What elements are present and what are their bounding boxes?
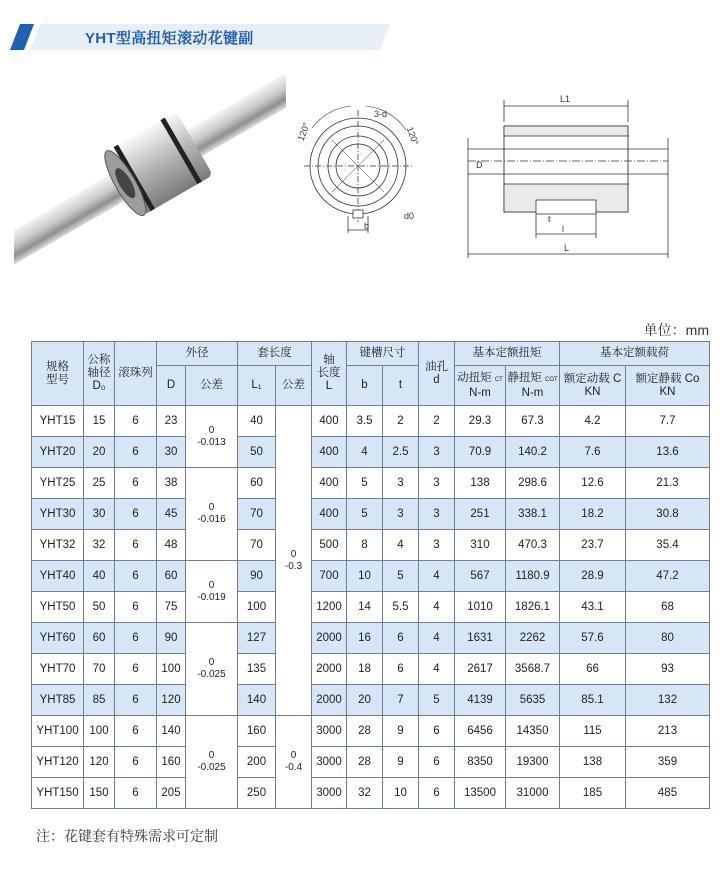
cell-cot: 14350 bbox=[506, 716, 560, 747]
cell-c: 23.7 bbox=[560, 530, 626, 561]
cell-co: 213 bbox=[626, 716, 710, 747]
cell-c: 4.2 bbox=[560, 406, 626, 437]
cell-ct: 4139 bbox=[455, 685, 506, 716]
header-D-tol: 公差 bbox=[186, 366, 238, 406]
header-stat-load: 额定静载 Co KN bbox=[626, 366, 710, 406]
cell-model: YHT85 bbox=[32, 685, 84, 716]
label-l: l bbox=[562, 224, 564, 234]
cell-t: 6 bbox=[383, 623, 419, 654]
header-L1-tol: 公差 bbox=[276, 366, 312, 406]
cell-t: 9 bbox=[383, 747, 419, 778]
cell-d0: 15 bbox=[84, 406, 115, 437]
cell-d: 3 bbox=[419, 499, 455, 530]
cell-co: 132 bbox=[626, 685, 710, 716]
label-D: D bbox=[476, 160, 483, 170]
cell-D: 45 bbox=[157, 499, 186, 530]
cell-model: YHT40 bbox=[32, 561, 84, 592]
cell-rows: 6 bbox=[115, 561, 157, 592]
cell-model: YHT15 bbox=[32, 406, 84, 437]
header-oil-hole: 油孔 d bbox=[419, 342, 455, 406]
header-shaft-len: 轴 长度 L bbox=[312, 342, 347, 406]
cell-model: YHT120 bbox=[32, 747, 84, 778]
cell-D: 48 bbox=[157, 530, 186, 561]
cell-b: 8 bbox=[347, 530, 383, 561]
cell-cot: 1826.1 bbox=[506, 592, 560, 623]
cell-cot: 140.2 bbox=[506, 437, 560, 468]
cell-cot: 31000 bbox=[506, 778, 560, 809]
label-L: L bbox=[564, 243, 570, 253]
cell-c: 66 bbox=[560, 654, 626, 685]
cell-rows: 6 bbox=[115, 778, 157, 809]
cell-cot: 5635 bbox=[506, 685, 560, 716]
cell-co: 35.4 bbox=[626, 530, 710, 561]
cell-L1: 250 bbox=[238, 778, 276, 809]
cell-c: 85.1 bbox=[560, 685, 626, 716]
cell-t: 7 bbox=[383, 685, 419, 716]
header-sleeve-len: 套长度 bbox=[238, 342, 312, 366]
cell-d0: 40 bbox=[84, 561, 115, 592]
unit-label: 单位：mm bbox=[643, 322, 709, 338]
cell-D: 75 bbox=[157, 592, 186, 623]
cell-L1: 100 bbox=[238, 592, 276, 623]
cell-b: 20 bbox=[347, 685, 383, 716]
cell-ct: 8350 bbox=[455, 747, 506, 778]
footer-note: 注：花键套有特殊需求可定制 bbox=[36, 828, 218, 844]
label-angle-left: 120° bbox=[296, 121, 312, 143]
cell-d: 4 bbox=[419, 654, 455, 685]
cell-ct: 70.9 bbox=[455, 437, 506, 468]
cell-ct: 138 bbox=[455, 468, 506, 499]
cell-b: 10 bbox=[347, 561, 383, 592]
table-row bbox=[32, 530, 710, 561]
cell-b: 3.5 bbox=[347, 406, 383, 437]
cell-L1: 90 bbox=[238, 561, 276, 592]
cell-b: 18 bbox=[347, 654, 383, 685]
cell-ct: 6456 bbox=[455, 716, 506, 747]
header-rows: 滚珠列 bbox=[115, 342, 157, 406]
table-row bbox=[32, 592, 710, 623]
table-row bbox=[32, 499, 710, 530]
cell-L: 3000 bbox=[312, 716, 347, 747]
cell-ct: 13500 bbox=[455, 778, 506, 809]
cell-model: YHT70 bbox=[32, 654, 84, 685]
header-torque: 基本定额扭矩 bbox=[455, 342, 560, 366]
cell-ct: 310 bbox=[455, 530, 506, 561]
cell-co: 359 bbox=[626, 747, 710, 778]
label-ball-count: 3-d bbox=[374, 109, 388, 119]
cell-d0: 70 bbox=[84, 654, 115, 685]
cell-ct: 1631 bbox=[455, 623, 506, 654]
cell-L1: 160 bbox=[238, 716, 276, 747]
cell-b: 32 bbox=[347, 778, 383, 809]
cell-d0: 100 bbox=[84, 716, 115, 747]
table-row bbox=[32, 437, 710, 468]
cell-L1: 60 bbox=[238, 468, 276, 499]
cell-co: 68 bbox=[626, 592, 710, 623]
cell-ct: 567 bbox=[455, 561, 506, 592]
cell-rows: 6 bbox=[115, 406, 157, 437]
cell-c: 115 bbox=[560, 716, 626, 747]
table-row bbox=[32, 406, 710, 437]
tolerance-D-cell: 0 -0.025 bbox=[186, 716, 238, 809]
header-outer-dia: 外径 bbox=[157, 342, 238, 366]
tolerance-D-cell: 0 -0.013 bbox=[186, 406, 238, 468]
table-row bbox=[32, 561, 710, 592]
cell-L: 500 bbox=[312, 530, 347, 561]
cell-L: 2000 bbox=[312, 623, 347, 654]
header-L1: L₁ bbox=[238, 366, 276, 406]
cell-L: 400 bbox=[312, 437, 347, 468]
header-key-t: t bbox=[383, 366, 419, 406]
cell-rows: 6 bbox=[115, 716, 157, 747]
cell-d0: 150 bbox=[84, 778, 115, 809]
header-keyway: 键槽尺寸 bbox=[347, 342, 419, 366]
cell-L1: 40 bbox=[238, 406, 276, 437]
label-t: t bbox=[548, 214, 551, 224]
table-row bbox=[32, 716, 710, 747]
cell-cot: 2262 bbox=[506, 623, 560, 654]
cell-cot: 1180.9 bbox=[506, 561, 560, 592]
cell-D: 160 bbox=[157, 747, 186, 778]
cell-d: 3 bbox=[419, 530, 455, 561]
cell-L: 700 bbox=[312, 561, 347, 592]
table-row bbox=[32, 747, 710, 778]
cell-rows: 6 bbox=[115, 437, 157, 468]
cell-rows: 6 bbox=[115, 592, 157, 623]
cell-t: 3 bbox=[383, 468, 419, 499]
cell-cot: 19300 bbox=[506, 747, 560, 778]
cell-rows: 6 bbox=[115, 468, 157, 499]
label-angle-right: 120° bbox=[404, 125, 421, 147]
cell-co: 13.6 bbox=[626, 437, 710, 468]
cell-b: 5 bbox=[347, 499, 383, 530]
tolerance-L1-cell: 0 -0.3 bbox=[276, 406, 312, 716]
cell-rows: 6 bbox=[115, 530, 157, 561]
cell-b: 28 bbox=[347, 716, 383, 747]
header-key-b: b bbox=[347, 366, 383, 406]
cell-d0: 20 bbox=[84, 437, 115, 468]
cell-d: 5 bbox=[419, 685, 455, 716]
cell-L: 1200 bbox=[312, 592, 347, 623]
page-title: YHT型高扭矩滚动花键副 bbox=[85, 30, 254, 47]
cell-D: 30 bbox=[157, 437, 186, 468]
cell-cot: 470.3 bbox=[506, 530, 560, 561]
cell-rows: 6 bbox=[115, 685, 157, 716]
cell-d0: 25 bbox=[84, 468, 115, 499]
cell-c: 43.1 bbox=[560, 592, 626, 623]
cell-rows: 6 bbox=[115, 623, 157, 654]
cell-cot: 298.6 bbox=[506, 468, 560, 499]
cell-ct: 29.3 bbox=[455, 406, 506, 437]
label-d0: d0 bbox=[404, 211, 415, 221]
cell-L1: 127 bbox=[238, 623, 276, 654]
table-row bbox=[32, 468, 710, 499]
cell-L1: 140 bbox=[238, 685, 276, 716]
cell-model: YHT32 bbox=[32, 530, 84, 561]
tolerance-L1-cell: 0 -0.4 bbox=[276, 716, 312, 809]
cell-ct: 251 bbox=[455, 499, 506, 530]
cell-c: 185 bbox=[560, 778, 626, 809]
cell-model: YHT25 bbox=[32, 468, 84, 499]
cell-d: 4 bbox=[419, 592, 455, 623]
cell-b: 16 bbox=[347, 623, 383, 654]
cell-L1: 50 bbox=[238, 437, 276, 468]
header-dyn-load: 额定动载 C KN bbox=[560, 366, 626, 406]
cell-co: 47.2 bbox=[626, 561, 710, 592]
cell-d: 6 bbox=[419, 747, 455, 778]
cell-t: 10 bbox=[383, 778, 419, 809]
cell-cot: 3568.7 bbox=[506, 654, 560, 685]
cell-co: 93 bbox=[626, 654, 710, 685]
cell-c: 18.2 bbox=[560, 499, 626, 530]
cell-t: 6 bbox=[383, 654, 419, 685]
cell-rows: 6 bbox=[115, 747, 157, 778]
cell-d0: 50 bbox=[84, 592, 115, 623]
cell-L: 400 bbox=[312, 499, 347, 530]
cell-cot: 338.1 bbox=[506, 499, 560, 530]
cell-L1: 135 bbox=[238, 654, 276, 685]
tolerance-D-cell: 0 -0.019 bbox=[186, 561, 238, 623]
cell-model: YHT50 bbox=[32, 592, 84, 623]
header-model: 规格 型号 bbox=[32, 342, 84, 406]
cell-d: 6 bbox=[419, 778, 455, 809]
cell-co: 30.8 bbox=[626, 499, 710, 530]
cell-t: 4 bbox=[383, 530, 419, 561]
cell-L: 2000 bbox=[312, 654, 347, 685]
cell-d: 6 bbox=[419, 716, 455, 747]
cell-D: 90 bbox=[157, 623, 186, 654]
cell-c: 28.9 bbox=[560, 561, 626, 592]
cell-d: 4 bbox=[419, 561, 455, 592]
cell-co: 7.7 bbox=[626, 406, 710, 437]
cell-D: 140 bbox=[157, 716, 186, 747]
header-stat-torque: 静扭矩 COT N-m bbox=[506, 366, 560, 406]
table-row bbox=[32, 778, 710, 809]
cell-D: 120 bbox=[157, 685, 186, 716]
cell-d0: 30 bbox=[84, 499, 115, 530]
label-L1: L1 bbox=[560, 94, 571, 104]
cell-b: 28 bbox=[347, 747, 383, 778]
cell-model: YHT150 bbox=[32, 778, 84, 809]
cell-b: 14 bbox=[347, 592, 383, 623]
table-row bbox=[32, 654, 710, 685]
table-row bbox=[32, 623, 710, 654]
tolerance-D-cell: 0 -0.016 bbox=[186, 468, 238, 561]
cell-c: 138 bbox=[560, 747, 626, 778]
cell-t: 5 bbox=[383, 561, 419, 592]
cell-d0: 32 bbox=[84, 530, 115, 561]
cell-c: 7.6 bbox=[560, 437, 626, 468]
cell-d: 2 bbox=[419, 406, 455, 437]
header-load: 基本定额载荷 bbox=[560, 342, 710, 366]
spec-table-body bbox=[32, 406, 710, 809]
cell-d: 3 bbox=[419, 437, 455, 468]
cell-L: 2000 bbox=[312, 685, 347, 716]
cell-c: 57.6 bbox=[560, 623, 626, 654]
cell-rows: 6 bbox=[115, 499, 157, 530]
cell-D: 100 bbox=[157, 654, 186, 685]
header-shaft-dia: 公称 轴径 D₀ bbox=[84, 342, 115, 406]
cell-cot: 67.3 bbox=[506, 406, 560, 437]
label-b: b bbox=[364, 221, 370, 231]
cell-t: 2 bbox=[383, 406, 419, 437]
cell-d0: 60 bbox=[84, 623, 115, 654]
cell-L: 400 bbox=[312, 406, 347, 437]
cell-D: 23 bbox=[157, 406, 186, 437]
table-row bbox=[32, 685, 710, 716]
cell-t: 2.5 bbox=[383, 437, 419, 468]
cell-ct: 2617 bbox=[455, 654, 506, 685]
cell-co: 21.3 bbox=[626, 468, 710, 499]
cell-c: 12.6 bbox=[560, 468, 626, 499]
cell-L: 3000 bbox=[312, 778, 347, 809]
cell-b: 4 bbox=[347, 437, 383, 468]
cell-D: 38 bbox=[157, 468, 186, 499]
cell-ct: 1010 bbox=[455, 592, 506, 623]
cell-model: YHT100 bbox=[32, 716, 84, 747]
header-D: D bbox=[157, 366, 186, 406]
cell-L: 3000 bbox=[312, 747, 347, 778]
cell-d0: 120 bbox=[84, 747, 115, 778]
cell-b: 5 bbox=[347, 468, 383, 499]
cell-t: 9 bbox=[383, 716, 419, 747]
cell-co: 485 bbox=[626, 778, 710, 809]
cell-L1: 70 bbox=[238, 530, 276, 561]
cell-d0: 85 bbox=[84, 685, 115, 716]
header-dyn-torque: 动扭矩 CT N-m bbox=[455, 366, 506, 406]
cell-co: 80 bbox=[626, 623, 710, 654]
cell-D: 60 bbox=[157, 561, 186, 592]
cell-model: YHT60 bbox=[32, 623, 84, 654]
cell-t: 5.5 bbox=[383, 592, 419, 623]
cell-D: 205 bbox=[157, 778, 186, 809]
cell-model: YHT20 bbox=[32, 437, 84, 468]
cell-L: 400 bbox=[312, 468, 347, 499]
spec-table bbox=[31, 341, 710, 809]
cell-d: 4 bbox=[419, 623, 455, 654]
tolerance-D-cell: 0 -0.025 bbox=[186, 623, 238, 716]
technical-drawing bbox=[296, 88, 676, 268]
cell-t: 3 bbox=[383, 499, 419, 530]
product-photo bbox=[14, 72, 286, 268]
cell-L1: 200 bbox=[238, 747, 276, 778]
cell-L1: 70 bbox=[238, 499, 276, 530]
cell-model: YHT30 bbox=[32, 499, 84, 530]
cell-rows: 6 bbox=[115, 654, 157, 685]
cell-d: 3 bbox=[419, 468, 455, 499]
